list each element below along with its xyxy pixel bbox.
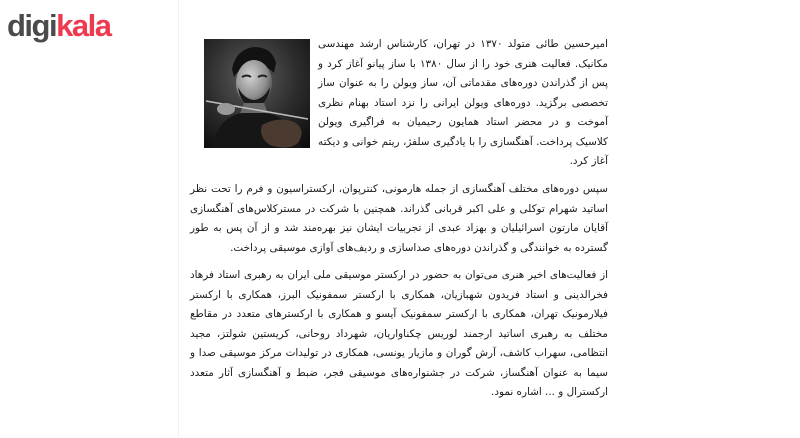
logo-text-kala: kala	[56, 8, 111, 43]
violinist-portrait-photo	[204, 39, 310, 148]
biography-paragraph-education: سپس دوره‌های مختلف آهنگسازی از جمله هارمونی، کنترپوان، ارکستراسیون و فرم را تحت نظر اساتید شهرام توکلی و علی اکبر قربانی گذراند. همچنین با شرکت در مسترکلاس‌های آهنگسازی آقایان مارتون اسرائیلیان و بهزاد عبدی از تجربیات ایشان نیز بهره‌مند شد و از آن پس به طور گسترده به خوانندگی و گذراندن دوره‌های صداسازی و ردیف‌های آوازی موسیقی پرداخت.	[190, 183, 608, 254]
page-divider	[178, 0, 179, 438]
portrait-image	[204, 39, 310, 148]
biography-paragraph-intro: امیرحسین طائی متولد ۱۳۷۰ در تهران، کارشناس ارشد مهندسی مکانیک. فعالیت هنری خود را از سال ۱۳۸۰ با ساز پیانو آغاز کرد و پس از گذراندن دوره‌های مقدماتی آن، ساز ویولن را به عنوان ساز تخصصی برگزید. دوره‌های ویولن ایرانی را نزد استاد بهنام نظری آموخت و در محضر استاد همایون رحیمیان به فراگیری ویولن کلاسیک پرداخت. آهنگسازی را با یادگیری سلفژ، ریتم خوانی و دیکته آغاز کرد.	[318, 38, 608, 167]
biography-paragraph-activities: از فعالیت‌های اخیر هنری می‌توان به حضور در ارکستر موسیقی ملی ایران به رهبری استاد فرهاد فخرالدینی و استاد فریدون شهبازیان، همکاری با ارکستر سمفونیک البرز، همکاری با ارکستر فیلارمونیک تهران، همکاری با ارکستر سمفونیک آیسو و همکاری با ارکسترهای متعدد در مقاطع مختلف به رهبری اساتید ارجمند لوریس چکناواریان، شهرداد روحانی، کریستین شولتز، مجید انتظامی، سهراب کاشف، آرش گوران و مازیار یونسی، همکاری در تولیدات مرکز موسیقی صدا و سیما به عنوان آهنگساز، شرکت در جشنواره‌های موسیقی فجر، ضبط و آهنگسازی آثار متعدد ارکسترال و ... اشاره نمود.	[190, 269, 608, 398]
digikala-logo[interactable]	[7, 8, 110, 44]
logo-text-digi: digi	[7, 8, 57, 43]
